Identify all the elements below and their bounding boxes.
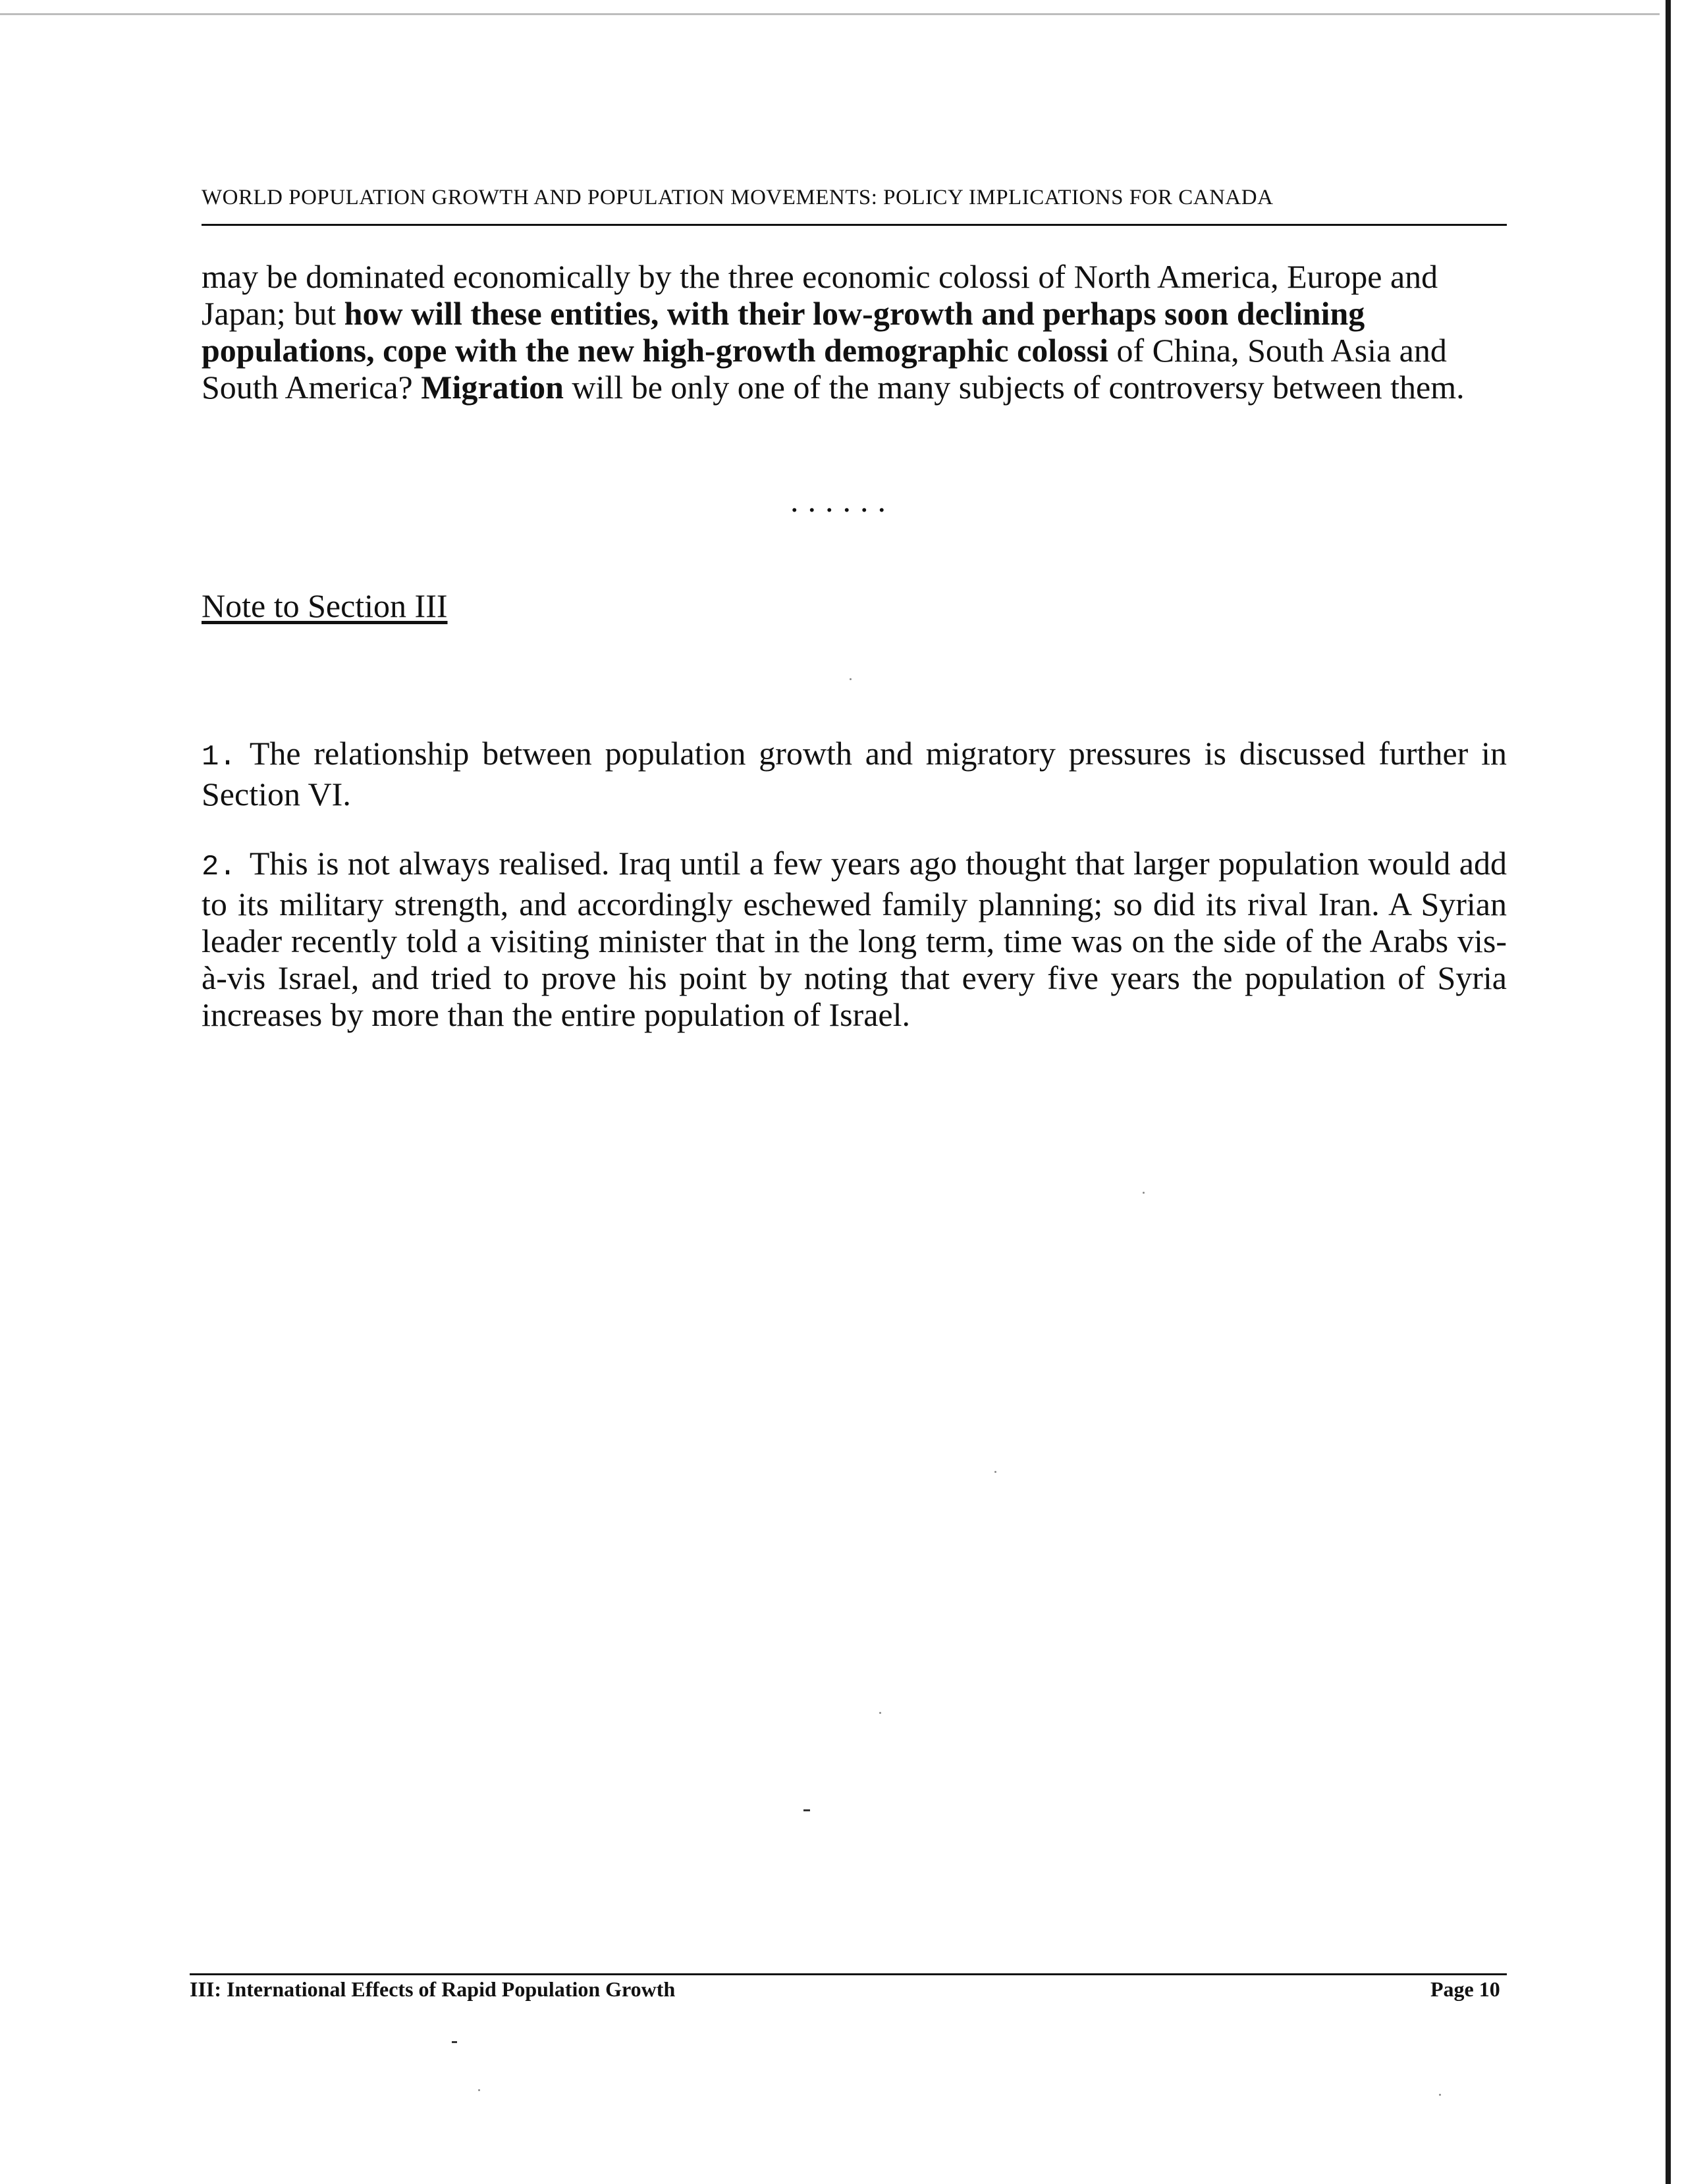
note-number: 2.: [202, 851, 236, 884]
note-number: 1.: [202, 741, 236, 774]
para-bold-migration: Migration: [421, 369, 564, 406]
para-text-1: may be dominated economically by the three economic colossi of North America, Europe and Japan; but: [202, 258, 1438, 332]
notes-heading: Note to Section III: [202, 587, 448, 624]
scan-speck: [478, 2089, 480, 2091]
footer-rule: [190, 1973, 1507, 1975]
footer-section-label: III: International Effects of Rapid Population Growth: [190, 1977, 676, 2001]
note-text: The relationship between population growth and migratory pressures is discussed further in Section VI.: [202, 735, 1507, 812]
scan-speck: [452, 2041, 457, 2043]
para-text-2: of China, South Asia and South America?: [202, 332, 1447, 406]
scan-speck: [1143, 1192, 1145, 1194]
scan-top-rule: [0, 13, 1660, 15]
note-item: [202, 845, 1507, 1033]
running-header: WORLD POPULATION GROWTH AND POPULATION MOVEMENTS: POLICY IMPLICATIONS FOR CANADA: [202, 186, 1274, 209]
scan-speck: [994, 1471, 996, 1473]
header-rule: [202, 224, 1507, 226]
para-bold-question: how will these entities, with their low-growth and perhaps soon declining populations, cope with the new high-growth demographic colossi: [202, 295, 1365, 369]
para-text-3: will be only one of the many subjects of controversy between them.: [563, 369, 1465, 406]
scan-speck: [1439, 2094, 1441, 2096]
scan-speck: [803, 1809, 810, 1811]
footer-page-number: Page 10: [1430, 1977, 1500, 2001]
section-separator: ......: [790, 482, 895, 519]
note-item: [202, 735, 1507, 812]
continued-paragraph: [202, 258, 1507, 406]
scan-speck: [879, 1712, 881, 1714]
scan-speck: [850, 678, 852, 680]
note-text: This is not always realised. Iraq until a few years ago thought that larger population would add to its military strength, and accordingly eschewed family planning; so did its rival Iran. A Syrian leader recently told a visiting minister that in the long term, time was on the side of the Arabs vis-à-vis Israel, and tried to prove his point by noting that every five years the population of Syria increases by more than the entire population of Israel.: [202, 845, 1507, 1033]
scan-right-edge: [1666, 0, 1671, 2184]
